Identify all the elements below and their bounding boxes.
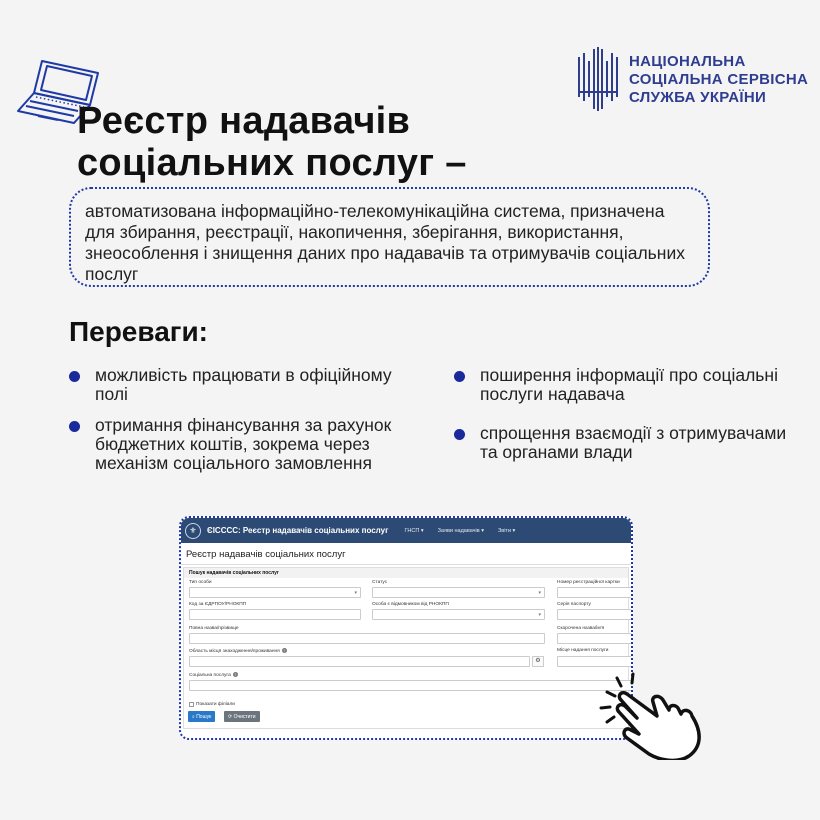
list-item-text: можливість працювати в офіційному полі (95, 365, 392, 404)
help-icon[interactable]: ? (283, 648, 286, 653)
status-select[interactable] (372, 587, 545, 598)
search-panel-title: Пошук надавачів соціальних послуг (184, 568, 628, 578)
list-item-text: спрощення взаємодії з отримувачами та органами влади (480, 423, 787, 462)
logo-line: СЛУЖБА УКРАЇНИ (629, 89, 767, 106)
person-type-select[interactable] (189, 587, 361, 598)
page-title (77, 100, 467, 184)
person-refused-label: Особа є відмовником від РНОКПП (372, 602, 449, 607)
bullet-icon (69, 421, 80, 432)
list-item (454, 424, 794, 462)
help-icon[interactable]: ? (234, 672, 237, 677)
full-name-label: Повна назва/прізвище (189, 626, 239, 631)
person-refused-select[interactable] (372, 609, 545, 620)
service-place-label: Місце надання послуги (557, 648, 609, 653)
status-label: Статус (372, 580, 388, 585)
region-label (189, 648, 287, 654)
menu-applications[interactable]: Заяви надавачів ▾ (437, 527, 484, 534)
search-icon: ⌕ (192, 713, 197, 720)
definition-box: автоматизована інформаційно-телекомунікаційна система, призначена для збирання, реєстрації, накопичення, зберігання, використання, знеособлення і знищення даних про надавачів та отримувачів соціальних послуг (69, 187, 710, 287)
service-place-input[interactable] (557, 656, 633, 667)
passport-series-input[interactable] (557, 609, 633, 620)
social-service-label (189, 672, 238, 678)
nsss-logo (575, 47, 808, 113)
region-input[interactable] (189, 656, 530, 667)
show-branches-label: Показати філіали (196, 702, 235, 707)
refresh-icon: ⟳ (228, 713, 234, 720)
list-item-text: поширення інформації про соціальні послуги надавача (480, 365, 778, 404)
chevron-down-icon: ▾ (354, 590, 357, 596)
logo-line: НАЦІОНАЛЬНА (629, 53, 746, 70)
short-name-input[interactable] (557, 633, 633, 644)
chevron-down-icon: ▾ (538, 612, 541, 618)
title-line-1: Реєстр надавачів (77, 100, 411, 142)
list-item-text: отримання фінансування за рахунок бюджетних коштів, зокрема через механізм соціального замовлення (95, 415, 392, 473)
logo-line: СОЦІАЛЬНА СЕРВІСНА (629, 71, 809, 88)
menu-gnsp[interactable]: ГНСП ▾ (404, 527, 424, 534)
registry-screenshot (179, 516, 633, 740)
bullet-icon (69, 371, 80, 382)
list-item (69, 416, 429, 473)
advantages-heading: Переваги: (69, 316, 208, 347)
registry-page-title: Реєстр надавачів соціальних послуг (181, 543, 631, 565)
region-label-text: Область місця знаходження/проживання (189, 649, 280, 654)
app-brand[interactable]: ЄІСССС: Реєстр надавачів соціальних послуг (207, 526, 389, 535)
social-service-label-text: Соціальна послуга (189, 673, 231, 678)
person-type-label: Тип особи (189, 580, 212, 585)
list-item (454, 366, 794, 404)
menu-reports[interactable]: Звіти ▾ (497, 527, 516, 534)
logo-text (629, 53, 808, 107)
show-branches-checkbox[interactable] (189, 702, 194, 707)
clear-button-label: Очистити (233, 713, 256, 720)
passport-series-label: Серія паспорту (557, 602, 591, 607)
reg-card-input[interactable] (557, 587, 633, 598)
social-service-input[interactable] (189, 680, 633, 691)
clear-button[interactable] (224, 711, 260, 722)
bullet-icon (454, 371, 465, 382)
search-panel (183, 567, 629, 729)
emblem-icon: ⚜ (185, 523, 201, 539)
edrpou-label: Код за ЄДРПОУ/РНОКПП (189, 602, 247, 607)
chevron-down-icon: ▾ (538, 590, 541, 596)
advantages-list-left (69, 366, 429, 485)
search-button-label: Пошук (196, 713, 212, 720)
edrpou-input[interactable] (189, 609, 361, 620)
short-name-label: Скорочена назва/ім'я (557, 626, 605, 631)
full-name-input[interactable] (189, 633, 545, 644)
app-navbar (181, 518, 631, 543)
settings-icon[interactable]: ⚙ (532, 656, 544, 667)
title-line-2: соціальних послуг – (77, 142, 467, 184)
advantages-list-right (454, 366, 794, 474)
list-item (69, 366, 429, 404)
pointing-hand-icon (597, 672, 709, 760)
reg-card-label: Номер реєстраційної картки (557, 580, 620, 585)
trident-logo-icon (575, 47, 621, 113)
bullet-icon (454, 429, 465, 440)
search-button[interactable] (188, 711, 215, 722)
